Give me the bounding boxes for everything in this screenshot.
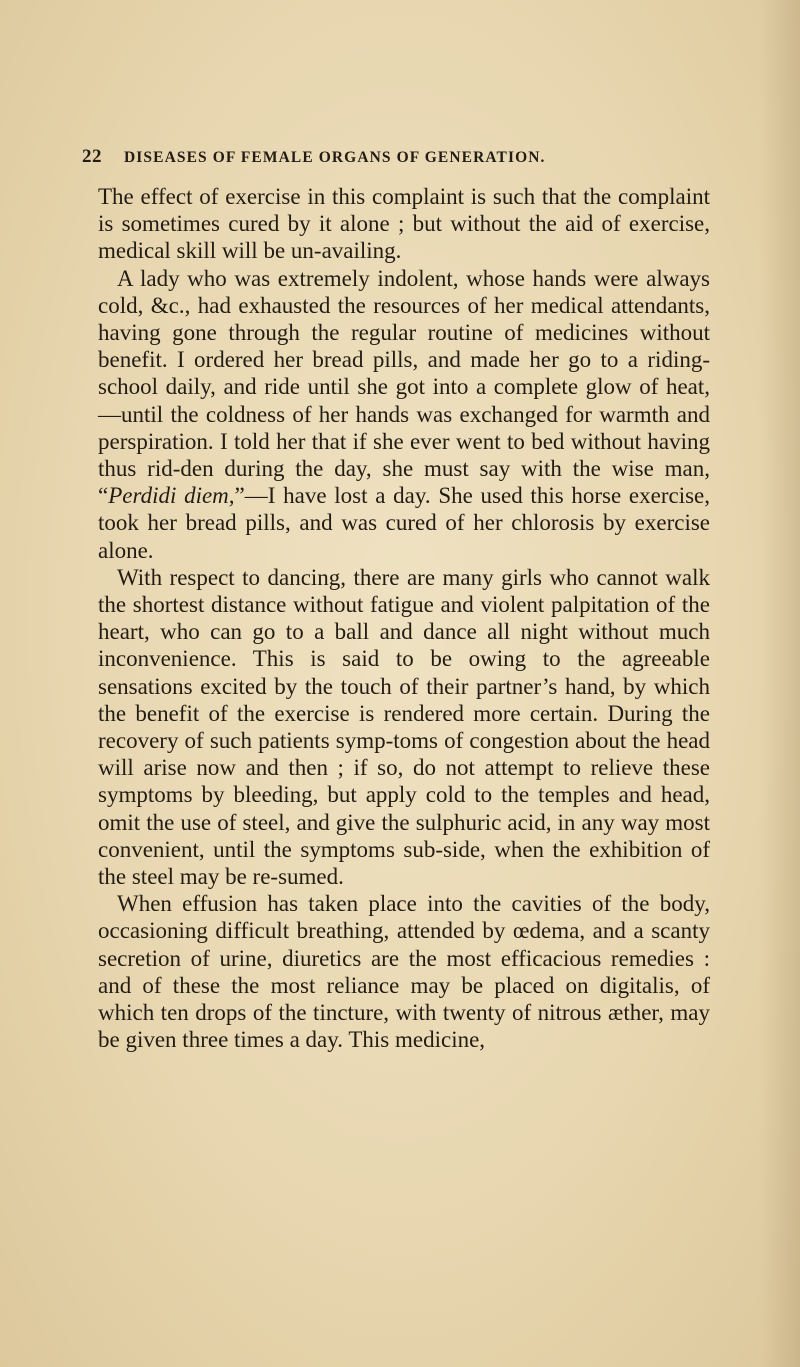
- body-text: [98, 183, 710, 1054]
- running-head: DISEASES OF FEMALE ORGANS OF GENERATION.: [124, 149, 546, 166]
- latin-quote: Perdidi diem,: [108, 483, 235, 509]
- paragraph-text: A lady who was extremely indolent, whose hands were always cold, &c., had exhausted the resources of her medical attendants, having gone through the regular routine of medicines without benefit. I ordered her bread pills, and made her go to a riding-school daily, and ride until she got into a complete glow of heat,—until the coldness of her hands was exchanged for warmth and perspiration. I told her that if she ever went to bed without having thus rid-den during the day, she must say with the wise man, “: [98, 265, 710, 509]
- paragraph-exercise-effect: The effect of exercise in this complaint is such that the complaint is sometimes cured by it alone ; but without the aid of exercise, medical skill will be un-availing.: [98, 184, 710, 264]
- paragraph-text: ”—I have lost a day. She used this horse exercise, took her bread pills, and was cured of her chlorosis by exercise alone.: [98, 483, 711, 563]
- page-number: 22: [82, 146, 102, 167]
- paragraph-effusion: When effusion has taken place into the cavities of the body, occasioning difficult breathing, attended by œdema, and a scanty secretion of urine, diuretics are the most efficacious remedies : and of these the most reliance may be placed on digitalis, of which ten drops of the tincture, with twenty of nitrous æther, may be given three times a day. This medicine,: [98, 891, 710, 1053]
- page-edge-shadow: [760, 0, 800, 1367]
- page-header: [82, 146, 682, 170]
- paragraph-indolent-lady: [98, 265, 710, 564]
- paragraph-dancing: With respect to dancing, there are many girls who cannot walk the shortest distance without fatigue and violent palpitation of the heart, who can go to a ball and dance all night without much inconvenience. This is said to be owing to the agreeable sensations excited by the touch of their partner’s hand, by which the benefit of the exercise is rendered more certain. During the recovery of such patients symp-toms of congestion about the head will arise now and then ; if so, do not attempt to relieve these symptoms by bleeding, but apply cold to the temples and head, omit the use of steel, and give the sulphuric acid, in any way most convenient, until the symptoms sub-side, when the exhibition of the steel may be re-sumed.: [98, 564, 710, 890]
